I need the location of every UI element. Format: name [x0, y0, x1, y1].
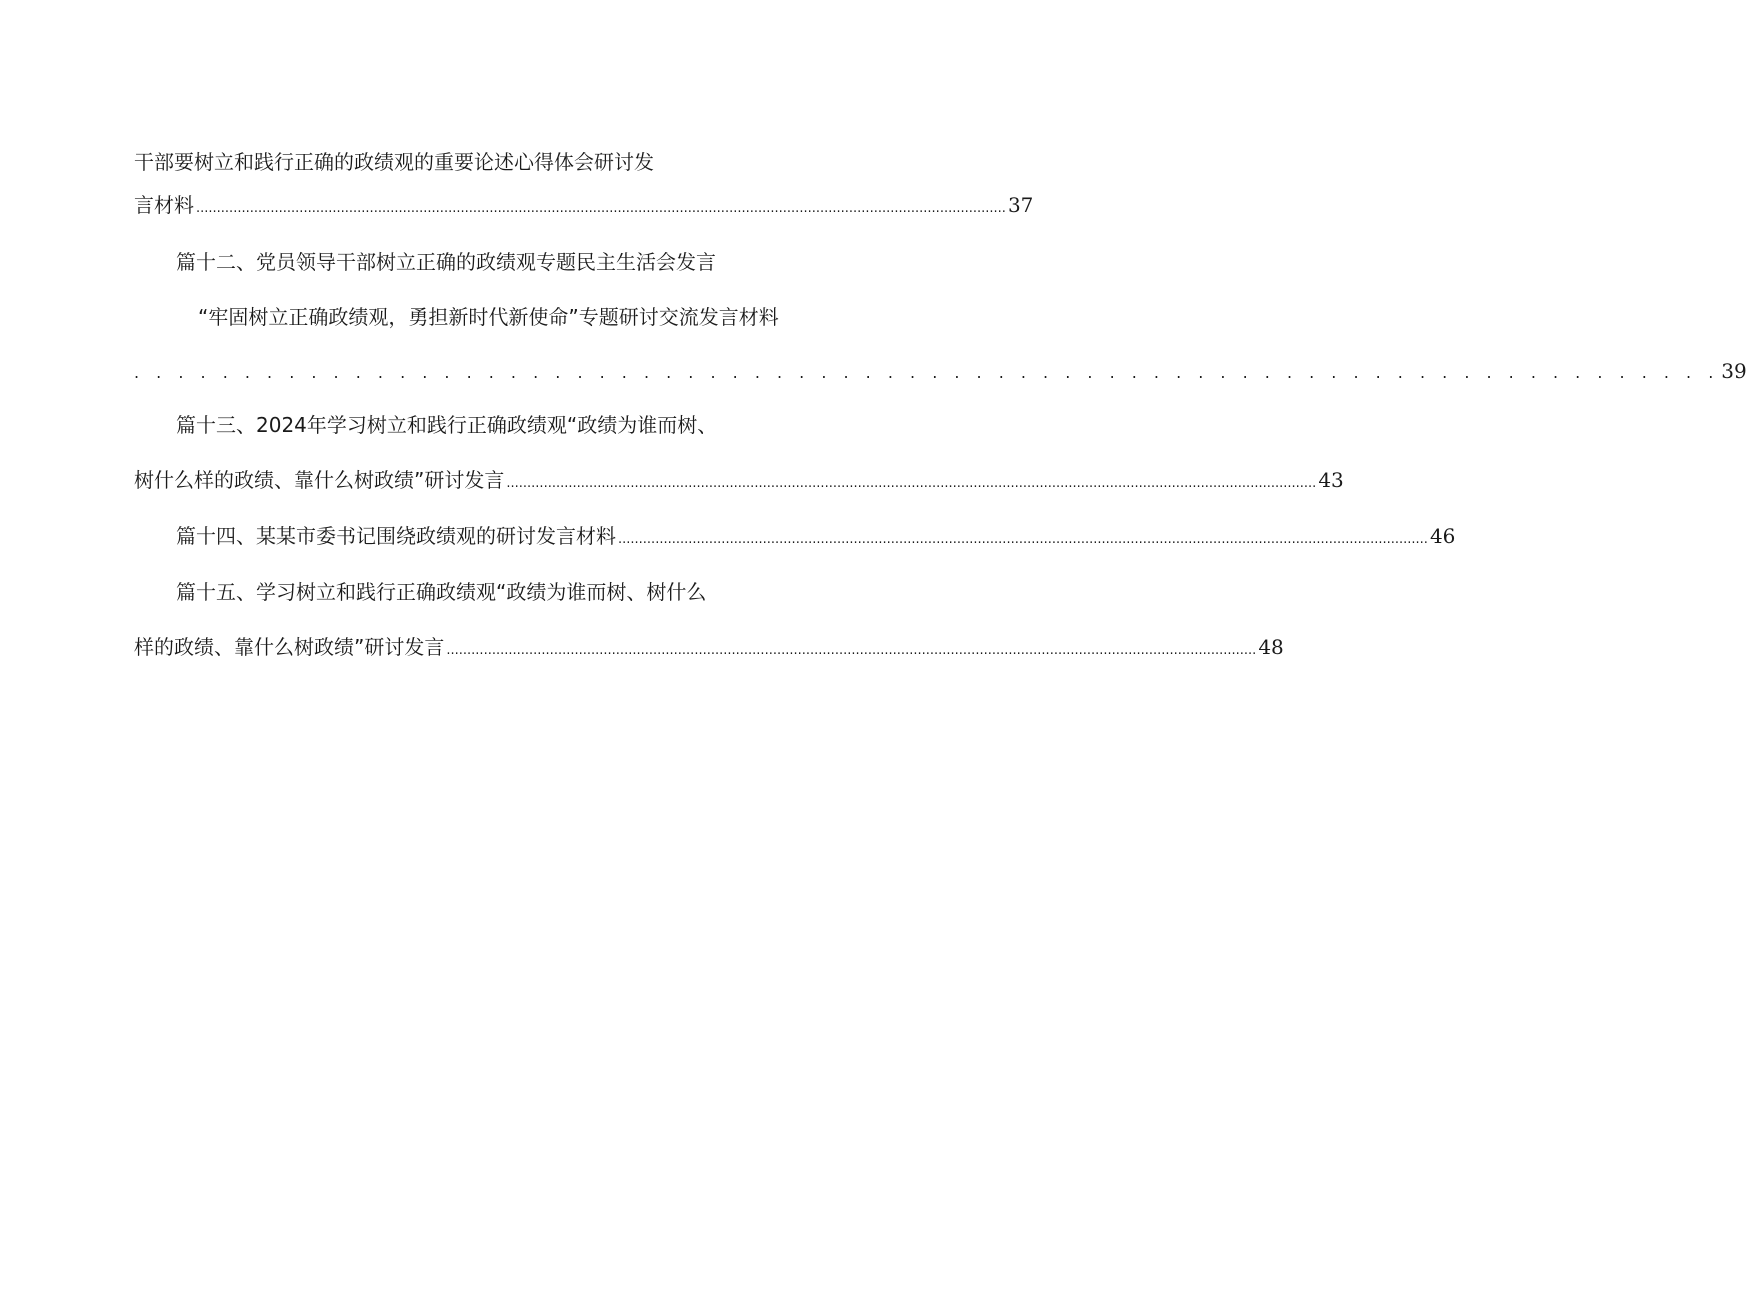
toc-entry-11-page: 37 — [1007, 193, 1034, 217]
toc-entry-11-text-1: 干部要树立和践行正确的政绩观的重要论述心得体会研讨发 — [134, 150, 654, 174]
toc-leader-dots: .................................................................................................................................................................................................... — [618, 532, 1428, 547]
toc-entry-14-line-1[interactable] — [176, 519, 1456, 553]
toc-entry-12-title[interactable] — [176, 245, 774, 279]
toc-entry-12-subtext: “牢固树立正确政绩观，勇担新时代新使命”专题研讨交流发言材料 — [198, 305, 779, 329]
toc-entry-11-line-1 — [134, 145, 774, 179]
toc-entry-12-text: 篇十二、党员领导干部树立正确的政绩观专题民主生活会发言 — [176, 250, 716, 274]
toc-entry-15-line-2[interactable] — [134, 630, 1284, 664]
toc-leader-dots: . . . . . . . . . . . . . . . . . . . . . . . . . . . . . . . . . . . . . . . . . . . . . . . . . . . . . . . . . . . . . . . . . . . . . . . . — [134, 363, 1720, 382]
toc-entry-13-page: 43 — [1318, 468, 1344, 492]
toc-entry-13-text-2: 树什么样的政绩、靠什么树政绩”研讨发言 — [134, 468, 505, 492]
toc-entry-13-line-2[interactable] — [134, 463, 1344, 497]
toc-entry-14-page: 46 — [1429, 524, 1456, 548]
toc-leader-dots: .................................................................................................................................................................................................... — [506, 476, 1317, 491]
toc-entry-12-leader-line[interactable] — [134, 354, 1747, 388]
toc-leader-dots: .................................................................................................................................................................................................... — [196, 201, 1006, 216]
toc-entry-15-text-2: 样的政绩、靠什么树政绩”研讨发言 — [134, 635, 445, 659]
toc-entry-15-text-1: 篇十五、学习树立和践行正确政绩观“政绩为谁而树、树什么 — [176, 580, 707, 604]
toc-entry-15-line-1[interactable] — [176, 575, 774, 609]
toc-entry-13-text-1: 篇十三、2024年学习树立和践行正确政绩观“政绩为谁而树、 — [176, 413, 718, 437]
toc-entry-15-page: 48 — [1258, 635, 1284, 659]
toc-leader-dots: .................................................................................................................................................................................................... — [446, 643, 1257, 658]
toc-entry-14-text: 篇十四、某某市委书记围绕政绩观的研讨发言材料 — [176, 524, 616, 548]
toc-entry-11-line-2[interactable] — [134, 188, 1034, 222]
toc-entry-13-line-1[interactable] — [176, 408, 774, 442]
toc-entry-12-subtitle — [198, 300, 798, 334]
toc-entry-11-text-2: 言材料 — [134, 193, 194, 217]
toc-entry-12-page: 39 — [1721, 359, 1747, 383]
